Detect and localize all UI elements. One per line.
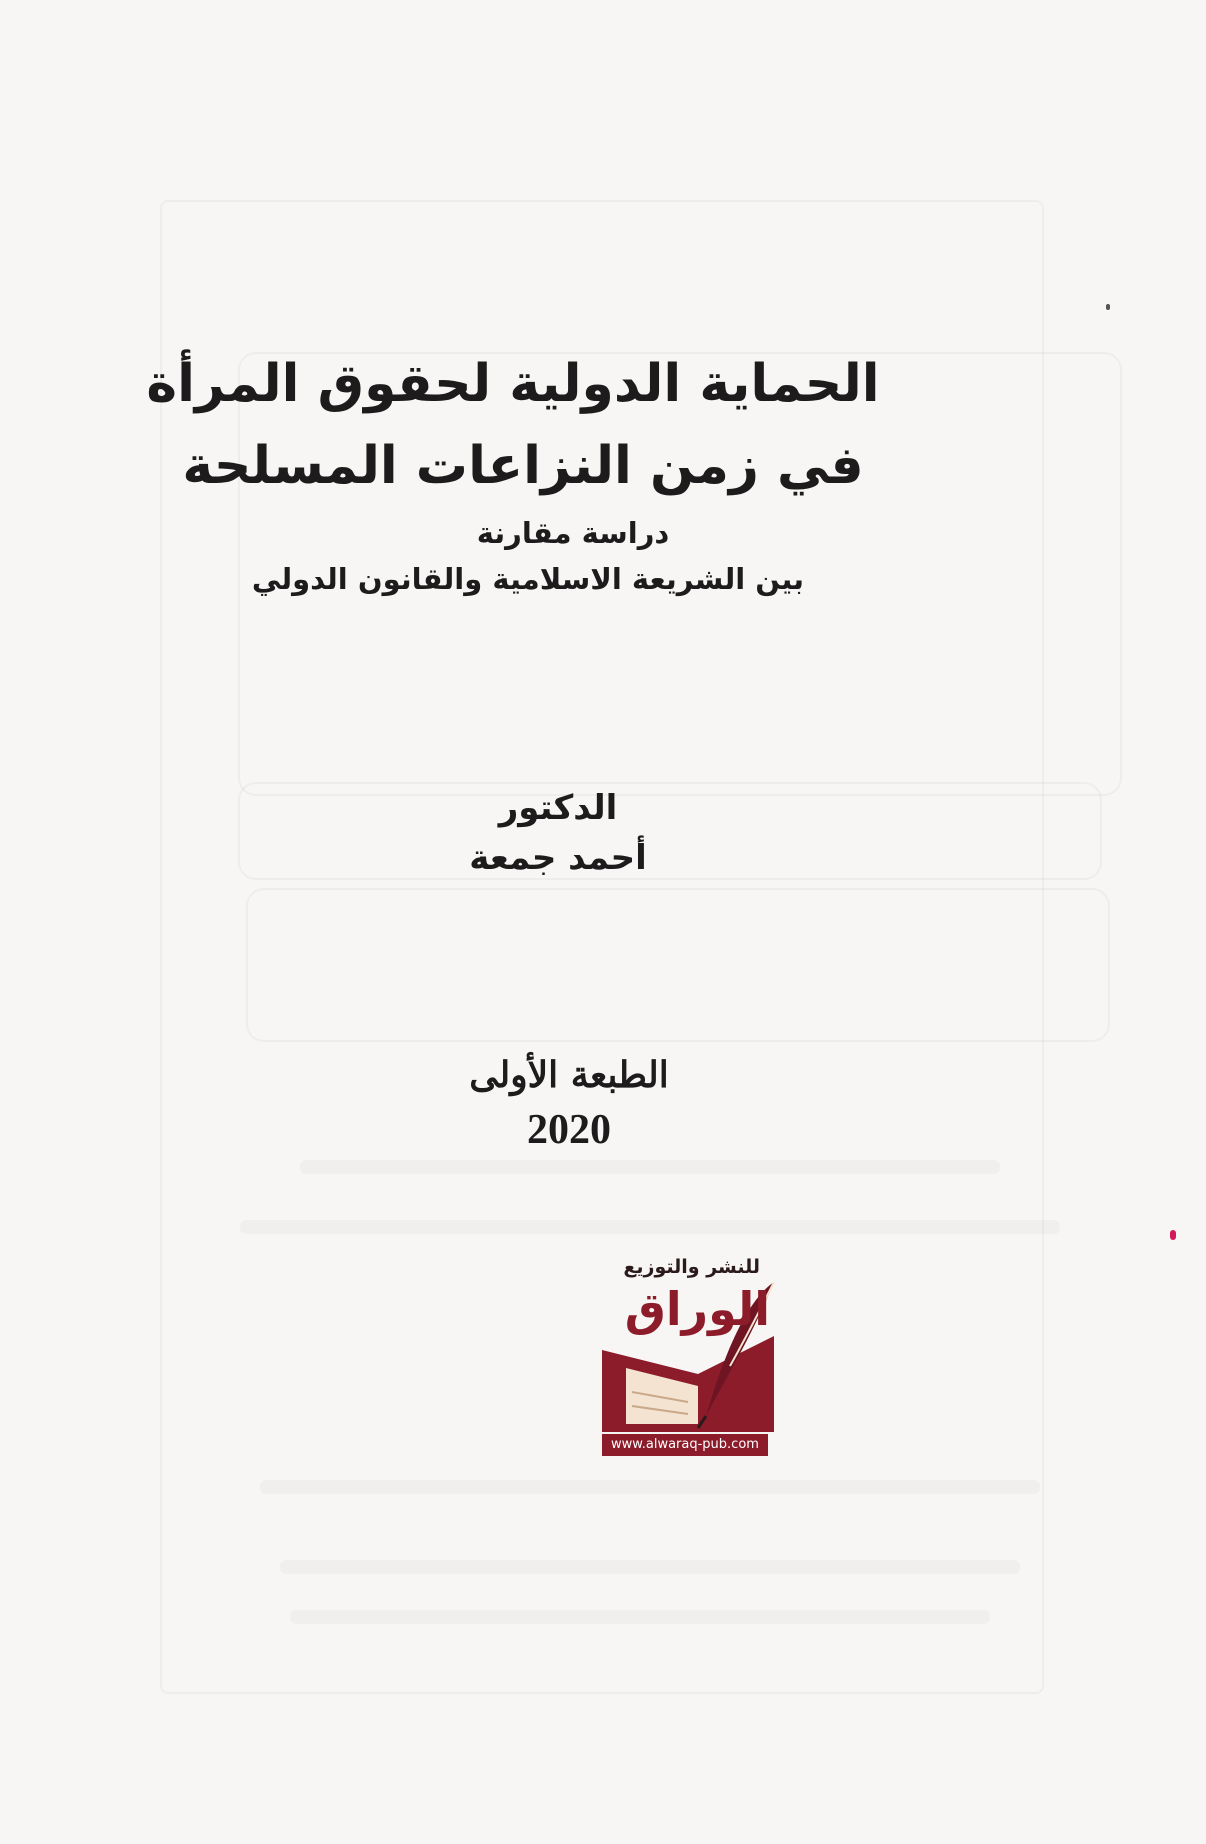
book-title-line-1: الحماية الدولية لحقوق المرأة	[146, 354, 880, 414]
subtitle-line-2: بين الشريعة الاسلامية والقانون الدولي	[251, 562, 805, 596]
book-title-line-2: في زمن النزاعات المسلحة	[182, 436, 864, 496]
publisher-website: www.alwaraq-pub.com	[602, 1434, 768, 1456]
edition-label: الطبعة الأولى	[469, 1054, 669, 1096]
publisher-tagline: للنشر والتوزيع	[623, 1256, 760, 1278]
publisher-name: الوراق	[624, 1282, 770, 1336]
edition-year: 2020	[527, 1107, 611, 1153]
author-name: أحمد جمعة	[469, 838, 647, 878]
subtitle-line-1: دراسة مقارنة	[476, 516, 670, 550]
publisher-logo	[598, 1256, 784, 1460]
author-title: الدكتور	[498, 788, 618, 828]
